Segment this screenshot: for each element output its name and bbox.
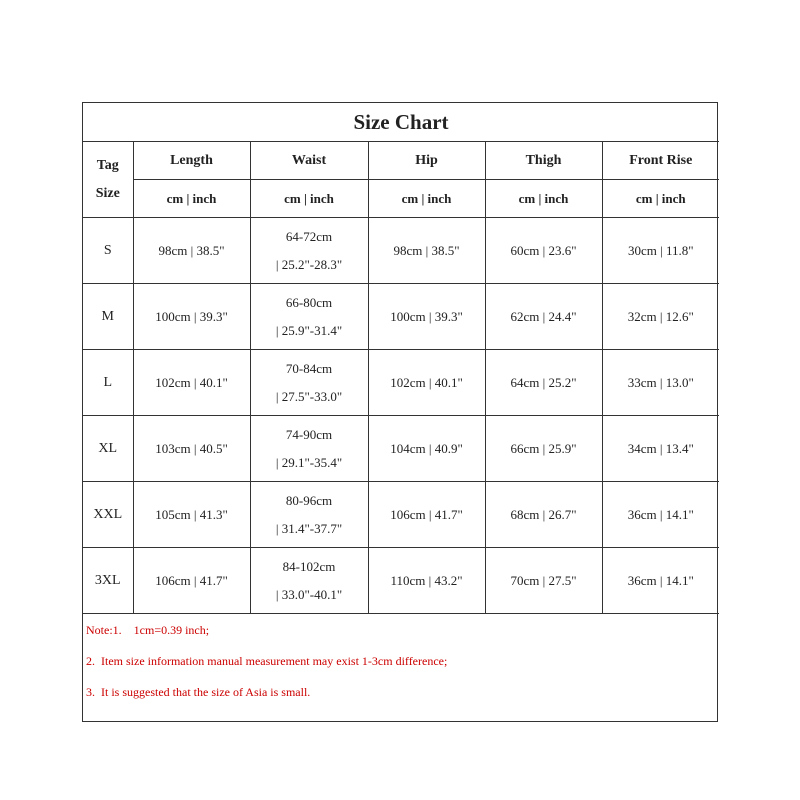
size-label: S [83,218,133,284]
unit-header-length: cm | inch [133,180,250,218]
thigh-value: 70cm | 27.5" [485,548,602,614]
column-header-length: Length [133,142,250,180]
chart-title: Size Chart [83,103,719,142]
waist-value [250,416,368,482]
waist-value [250,350,368,416]
hip-value: 104cm | 40.9" [368,416,485,482]
front-rise-value: 36cm | 14.1" [602,482,719,548]
waist-cm: 70-84cm [285,360,333,376]
hip-value: 100cm | 39.3" [368,284,485,350]
waist-cm: 74-90cm [285,426,333,442]
thigh-value: 68cm | 26.7" [485,482,602,548]
column-header-hip: Hip [368,142,485,180]
front-rise-value: 34cm | 13.4" [602,416,719,482]
hip-value: 106cm | 41.7" [368,482,485,548]
tag-header-label: Tag [96,157,119,173]
waist-inch: | 25.2"-28.3" [275,256,343,272]
table-row [83,482,719,548]
length-value: 102cm | 40.1" [133,350,250,416]
waist-cm: 84-102cm [282,558,336,574]
thigh-value: 60cm | 23.6" [485,218,602,284]
table-row [83,218,719,284]
size-header-label: Size [95,185,120,201]
waist-cm: 64-72cm [285,228,333,244]
tag-size-header [83,142,133,218]
waist-inch: | 33.0"-40.1" [275,586,343,602]
unit-header-hip: cm | inch [368,180,485,218]
size-label: M [83,284,133,350]
size-label: XL [83,416,133,482]
note-line: 3. It is suggested that the size of Asia is small. [86,685,311,699]
length-value: 100cm | 39.3" [133,284,250,350]
waist-value [250,548,368,614]
waist-inch: | 29.1"-35.4" [275,454,343,470]
column-header-thigh: Thigh [485,142,602,180]
unit-header-thigh: cm | inch [485,180,602,218]
front-rise-value: 33cm | 13.0" [602,350,719,416]
table-row [83,548,719,614]
thigh-value: 62cm | 24.4" [485,284,602,350]
length-value: 103cm | 40.5" [133,416,250,482]
front-rise-value: 36cm | 14.1" [602,548,719,614]
unit-header-front-rise: cm | inch [602,180,719,218]
table-row [83,416,719,482]
hip-value: 102cm | 40.1" [368,350,485,416]
waist-cm: 66-80cm [285,294,333,310]
size-label: L [83,350,133,416]
column-header-waist: Waist [250,142,368,180]
table-row [83,350,719,416]
hip-value: 98cm | 38.5" [368,218,485,284]
waist-value [250,482,368,548]
length-value: 98cm | 38.5" [133,218,250,284]
length-value: 105cm | 41.3" [133,482,250,548]
size-chart [82,102,718,722]
length-value: 106cm | 41.7" [133,548,250,614]
thigh-value: 66cm | 25.9" [485,416,602,482]
waist-inch: | 25.9"-31.4" [275,322,343,338]
waist-inch: | 27.5"-33.0" [275,388,343,404]
column-header-front-rise: Front Rise [602,142,719,180]
front-rise-value: 32cm | 12.6" [602,284,719,350]
notes-section [83,614,717,715]
size-table [83,103,719,614]
hip-value: 110cm | 43.2" [368,548,485,614]
front-rise-value: 30cm | 11.8" [602,218,719,284]
thigh-value: 64cm | 25.2" [485,350,602,416]
note-line: Note:1. 1cm=0.39 inch; [86,623,210,637]
size-label: XXL [83,482,133,548]
table-row [83,284,719,350]
waist-inch: | 31.4"-37.7" [275,520,343,536]
note-line: 2. Item size information manual measurement may exist 1-3cm difference; [86,654,448,668]
waist-value [250,218,368,284]
waist-cm: 80-96cm [285,492,333,508]
size-label: 3XL [83,548,133,614]
unit-header-waist: cm | inch [250,180,368,218]
waist-value [250,284,368,350]
